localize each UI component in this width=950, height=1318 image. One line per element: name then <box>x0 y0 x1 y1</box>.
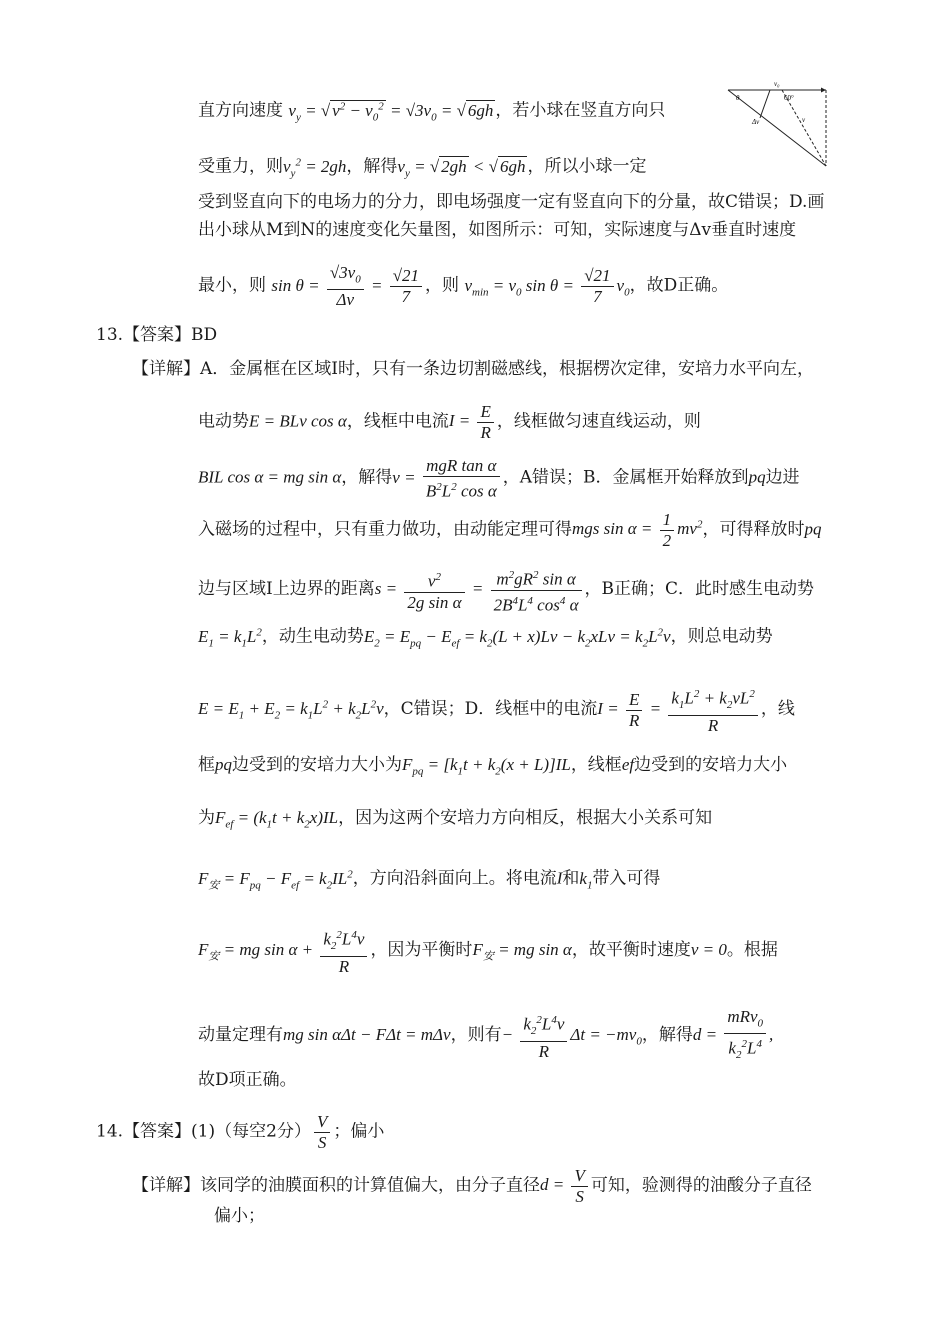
v-vector <box>728 90 826 166</box>
sec12-line2: 受重力，则$v_y^2 = 2gh$，解得$v_y$ = √ 2gh < √ 6gh ，所以小球一定 <box>198 156 647 180</box>
sec13-line7: $E = E_1 + E_2 = k_1L^2 + k_2L^2v$，C错误；D．线框中的电流I = $\frac{E}{R}$ = $\frac{k_1L^2 + k_2vL^2}{R}$ ，线 <box>198 684 795 736</box>
sec13-line5: 边与区域I上边界的距离s = $\frac{v^2}{\text{2g sin α}}$ = $\frac{m^2gR^2 \sin \alpha}{2B^4L^4 \cos^4 \alpha}$ ，B正确；C．此时感生电动势 <box>198 565 814 615</box>
dv-label: Δv <box>752 118 760 126</box>
v0-arrowhead <box>821 88 826 93</box>
sec14-detail-line2: 偏小； <box>214 1206 265 1226</box>
sec12-line5: 最小，则 sin θ = $\frac{√3v_0}{\Delta v}$ = $\frac{√21}{7}$ ，则 $v_{min} = v_0$ sin θ = $\frac{√21}{7}$ $v_0$，故D正确。 <box>198 263 729 310</box>
formula-vy: $v_y$ = √ $v^2 - v_0^2 = √3v_0$ = √ 6gh <box>288 100 494 124</box>
sec13-line3: BIL cos α = mg sin α，解得v = $\frac{\text{mgR tan α}}{B^2L^2 \cos \alpha}$ ，A错误；B．金属框开始释放到pq边进 <box>198 456 800 501</box>
sec13-answer: 13.【答案】BD <box>96 325 218 345</box>
sec12-line3: 受到竖直向下的电场力的分力，即电场强度一定有竖直向下的分量，故C错误；D.画 <box>198 192 825 212</box>
sec14-answer: 14.【答案】(1)（每空2分） $\frac{V}{S}$ ；偏小 <box>96 1112 385 1152</box>
v-label: v <box>802 116 806 124</box>
sec13-detail-line1: 【详解】A．金属框在区域I时，只有一条边切割磁感线，根据楞次定律，安培力水平向左， <box>132 359 814 379</box>
sec14-detail-line1: 【详解】该同学的油膜面积的计算值偏大，由分子直径d = $\frac{V}{S}$ 可知，验测得的油酸分子直径 <box>132 1166 812 1206</box>
dv-vector <box>760 90 770 118</box>
sec13-line4: 入磁场的过程中，只有重力做功，由动能定理可得mgs sin α = $\frac{1}{2}$ $mv^2$，可得释放时pq <box>198 510 822 550</box>
angle-label: 60° <box>784 94 794 102</box>
sec12-line4: 出小球从M到N的速度变化矢量图，如图所示：可知，实际速度与Δv垂直时速度 <box>198 220 797 240</box>
v0-label: v₀ <box>774 80 780 88</box>
theta-label: θ <box>736 94 740 102</box>
sec13-line2: 电动势E = BLv cos α，线框中电流I = $\frac{E}{R}$ ，线框做匀速直线运动，则 <box>198 402 701 442</box>
sec13-line9: 为$F_{ef} = (k_1t + k_2x)IL$，因为这两个安培力方向相反，根据大小关系可知 <box>198 808 713 831</box>
sec12-line1: 直方向速度 $v_y$ = √ $v^2 - v_0^2 = √3v_0$ = √ 6gh ，若小球在竖直方向只 <box>198 100 666 124</box>
formula-vy2: $v_y^2 = 2gh$ <box>283 156 347 180</box>
sec13-line11: $F_安$ = mg sin α + $\frac{k_2^2L^4v}{R}$ ，因为平衡时$F_安$ = mg sin α，故平衡时速度v = 0。根据 <box>198 925 778 977</box>
sec13-line6: $E_1 = k_1L^2$，动生电动势$E_2 = E_{pq} - E_{ef} = k_2(L + x)Lv - k_2xLv = k_2L^2v$，则总电动势 <box>198 626 773 650</box>
sec13-line13: 故D项正确。 <box>198 1070 297 1090</box>
sec13-line12: 动量定理有mg sin αΔt − FΔt = mΔv，则有− $\frac{k_2^2L^4v}{R}$ $\Delta t = -mv_0$，解得d = $\frac{mRv_0}{k_2^2L^4}$ , <box>198 1007 774 1062</box>
velocity-vector-diagram <box>722 80 834 172</box>
formula-sin-theta: sin θ = $\frac{√3v_0}{\Delta v}$ = $\frac{√21}{7}$ <box>271 276 425 295</box>
sec13-line10: $F_安 = F_{pq} - F_{ef} = k_2IL^2$，方向沿斜面向上。将电流I和$k_1$带入可得 <box>198 868 661 892</box>
sec13-line8: 框pq边受到的安培力大小为$F_{pq} = [k_1t + k_2(x + L)]IL$，线框ef边受到的安培力大小 <box>198 755 788 778</box>
formula-vmin: $v_{min} = v_0$ sin θ = $\frac{√21}{7}$ $v_0$ <box>464 266 630 307</box>
formula-vy-compare: $v_y$ = √ 2gh < √ 6gh <box>397 156 526 180</box>
